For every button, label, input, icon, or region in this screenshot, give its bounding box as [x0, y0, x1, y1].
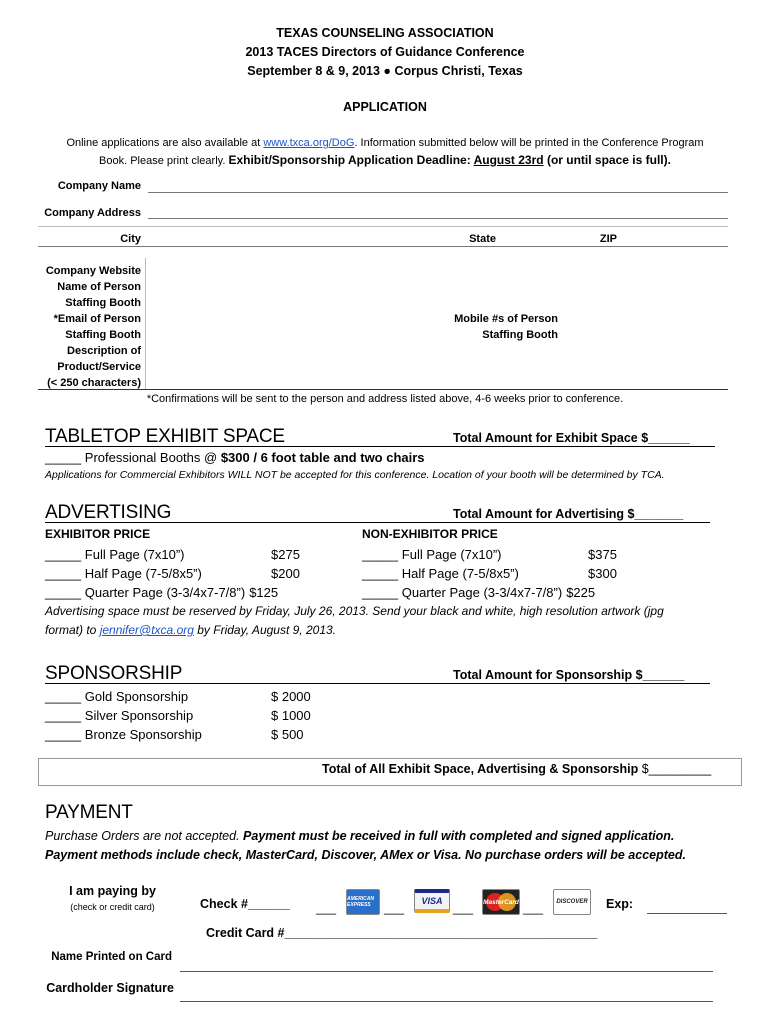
mastercard-logo-icon	[482, 889, 520, 915]
ad-item-price: $300	[588, 566, 617, 581]
company-website-label: Company Website	[45, 265, 141, 277]
email-staffing-booth-label: Staffing Booth	[65, 329, 141, 341]
sponsorship-item	[45, 687, 345, 706]
sponsorship-quantity-field[interactable]: _____	[45, 708, 82, 723]
online-application-link[interactable]: www.txca.org/DoG	[263, 137, 355, 149]
visa-logo-icon	[414, 889, 450, 913]
ad-item	[45, 564, 345, 583]
ad-item-label: Half Page (7-5/8x5”)	[401, 566, 519, 581]
tabletop-note: Applications for Commercial Exhibitors WILL NOT be accepted for this conference. Location of your booth will be determined by TCA.	[45, 469, 665, 481]
advertising-rule	[45, 522, 710, 523]
company-name-label: Company Name	[57, 180, 141, 192]
ad-item	[362, 564, 662, 583]
form-bottom-rule	[38, 389, 728, 390]
ad-item	[362, 545, 662, 564]
exhibitor-list	[45, 545, 345, 602]
intro-text: Online applications are also available at	[66, 137, 264, 149]
ad-item-label: Quarter Page (3-3/4x7-7/8”)	[84, 585, 246, 600]
city-state-zip-field[interactable]	[38, 246, 728, 247]
discover-logo-icon	[553, 889, 591, 915]
document-title: APPLICATION	[343, 100, 427, 114]
check-number-field[interactable]: Check #______	[200, 897, 290, 911]
payment-title: PAYMENT	[45, 802, 133, 823]
payment-methods: Payment methods include check, MasterCard, Discover, AMex or Visa. No purchase orders will be accepted.	[45, 848, 686, 862]
company-address-field[interactable]	[148, 218, 728, 219]
state-label: State	[469, 233, 496, 245]
advertising-total[interactable]: Total Amount for Advertising $_______	[453, 507, 684, 521]
credit-card-field[interactable]: Credit Card #_____________________________________________	[206, 926, 598, 940]
tabletop-title: TABLETOP EXHIBIT SPACE	[45, 426, 285, 447]
sponsorship-label: Silver Sponsorship	[84, 708, 194, 723]
payment-requirement: Payment must be received in full with completed and signed application.	[243, 829, 675, 843]
tabletop-rule	[45, 446, 715, 447]
sponsorship-rule	[45, 683, 710, 684]
intro-text-3: Book. Please print clearly.	[99, 155, 229, 167]
character-limit-label: (< 250 characters)	[47, 377, 141, 389]
ad-item	[362, 583, 662, 602]
sponsorship-price: $ 2000	[271, 689, 311, 704]
grand-total-row	[322, 762, 711, 776]
exhibitor-price-header: EXHIBITOR PRICE	[45, 527, 151, 541]
grand-total-field[interactable]: $_________	[641, 762, 712, 776]
ad-item-price: $200	[271, 566, 300, 581]
sponsorship-label: Gold Sponsorship	[84, 689, 189, 704]
sponsorship-total[interactable]: Total Amount for Sponsorship $______	[453, 668, 685, 682]
sponsorship-quantity-field[interactable]: _____	[45, 727, 82, 742]
ad-item-price: $125	[249, 585, 279, 600]
payment-po-note: Purchase Orders are not accepted.	[45, 829, 244, 843]
ad-item-price: $275	[271, 547, 300, 562]
exp-field[interactable]	[647, 913, 727, 914]
ad-item	[45, 545, 345, 564]
product-service-label: Product/Service	[57, 361, 141, 373]
company-address-label: Company Address	[44, 207, 141, 219]
ad-item-label: Quarter Page (3-3/4x7-7/8”)	[401, 585, 563, 600]
description-label: Description of	[67, 345, 141, 357]
non-exhibitor-list	[362, 545, 662, 602]
visa-logo-text: VISA	[421, 896, 443, 906]
ad-item-label: Half Page (7-5/8x5”)	[84, 566, 202, 581]
amex-logo-text: AMERICAN EXPRESS	[347, 896, 374, 908]
intro-text-2: . Information submitted below will be printed in the Conference Program	[354, 137, 704, 149]
paying-by-hint: (check or credit card)	[70, 902, 155, 912]
org-name: TEXAS COUNSELING ASSOCIATION	[276, 26, 494, 40]
staffing-booth-label: Staffing Booth	[65, 297, 141, 309]
sponsorship-quantity-field[interactable]: _____	[45, 689, 82, 704]
ad-quantity-field[interactable]: _____	[362, 566, 399, 581]
deadline-label: Exhibit/Sponsorship Application Deadline:	[228, 153, 474, 167]
sponsorship-price: $ 500	[271, 727, 304, 742]
paying-by-label: I am paying by	[69, 884, 156, 898]
booth-text: Professional Booths @	[81, 450, 221, 465]
conference-dates: September 8 & 9, 2013 ● Corpus Christi, Texas	[247, 64, 523, 78]
booth-price: $300 / 6 foot table and two chairs	[220, 450, 425, 465]
ad-quantity-field[interactable]: _____	[45, 585, 82, 600]
ad-item-price: $375	[588, 547, 617, 562]
discover-logo-text: DISCOVER	[556, 899, 588, 905]
name-on-card-field[interactable]	[180, 971, 713, 972]
ad-quantity-field[interactable]: _____	[45, 566, 82, 581]
mastercard-checkbox[interactable]: ___	[453, 901, 474, 915]
amex-checkbox[interactable]: ___	[316, 901, 337, 915]
sponsorship-item	[45, 725, 345, 744]
sponsorship-label: Bronze Sponsorship	[84, 727, 202, 742]
booth-quantity-field[interactable]: _____	[45, 450, 82, 465]
deadline-note: (or until space is full).	[543, 153, 671, 167]
advertising-note-3: by Friday, August 9, 2013.	[193, 623, 336, 637]
ad-quantity-field[interactable]: _____	[362, 547, 399, 562]
sponsorship-title: SPONSORSHIP	[45, 663, 183, 684]
mastercard-logo-text: MasterCard	[483, 898, 519, 906]
mobile-staffing-booth-label: Staffing Booth	[482, 329, 558, 341]
mobile-label: Mobile #s of Person	[454, 313, 558, 325]
name-of-person-label: Name of Person	[57, 281, 141, 293]
advertising-note-2: format) to	[45, 623, 100, 637]
name-on-card-label: Name Printed on Card	[51, 951, 172, 963]
city-label: City	[120, 233, 141, 245]
grand-total-label: Total of All Exhibit Space, Advertising & Sponsorship	[322, 762, 642, 776]
ad-item-label: Full Page (7x10”)	[84, 547, 185, 562]
ad-quantity-field[interactable]: _____	[362, 585, 399, 600]
amex-logo-icon	[346, 889, 380, 915]
email-of-person-label: *Email of Person	[53, 313, 141, 325]
zip-label: ZIP	[599, 233, 617, 245]
ad-item	[45, 583, 345, 602]
advertising-title: ADVERTISING	[45, 502, 172, 523]
divider	[38, 226, 728, 227]
form-divider-vertical	[145, 258, 146, 389]
sponsorship-list	[45, 687, 345, 744]
ad-item-price: $225	[566, 585, 596, 600]
sponsorship-item	[45, 706, 345, 725]
advertising-note-1: Advertising space must be reserved by Friday, July 26, 2013. Send your black and white, high resolution artwork (jpg	[45, 604, 664, 618]
deadline-date: August 23rd	[473, 153, 544, 167]
non-exhibitor-price-header: NON-EXHIBITOR PRICE	[362, 527, 498, 541]
discover-checkbox[interactable]: ___	[523, 901, 544, 915]
confirmation-note: *Confirmations will be sent to the person and address listed above, 4-6 weeks prior to conference.	[146, 393, 624, 405]
signature-field[interactable]	[180, 1001, 713, 1002]
conference-title: 2013 TACES Directors of Guidance Conference	[245, 45, 525, 59]
ad-item-label: Full Page (7x10”)	[401, 547, 502, 562]
company-name-field[interactable]	[148, 192, 728, 193]
ad-quantity-field[interactable]: _____	[45, 547, 82, 562]
exp-label: Exp:	[606, 897, 634, 911]
visa-checkbox[interactable]: ___	[384, 901, 405, 915]
sponsorship-price: $ 1000	[271, 708, 311, 723]
signature-label: Cardholder Signature	[46, 981, 174, 995]
tabletop-total[interactable]: Total Amount for Exhibit Space $______	[453, 431, 690, 445]
artwork-email-link[interactable]: jennifer@txca.org	[99, 623, 194, 637]
